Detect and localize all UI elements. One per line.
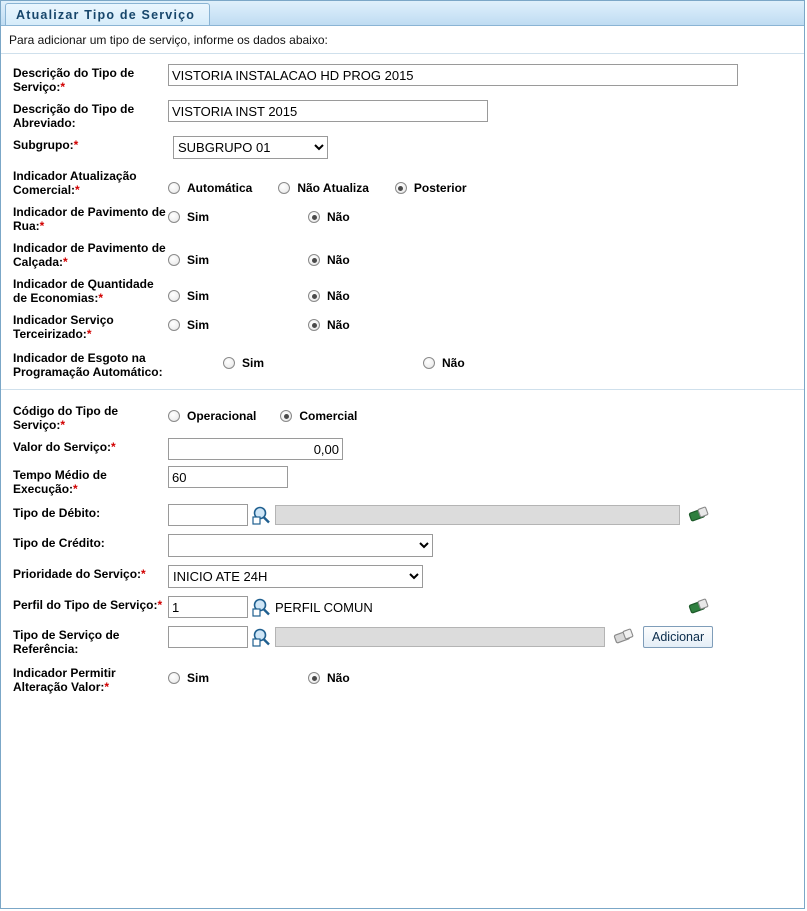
row-tipo-debito bbox=[1, 504, 804, 526]
label-pavimento-calcada: Indicador de Pavimento de Calçada:* bbox=[13, 241, 166, 269]
perfil-description: PERFIL COMUN bbox=[275, 599, 373, 615]
required-marker: * bbox=[39, 219, 45, 233]
radio-esgoto-nao[interactable]: Não bbox=[423, 356, 465, 370]
radio-pavimento-rua-sim[interactable]: Sim bbox=[168, 210, 308, 224]
tipo-debito-description bbox=[275, 505, 680, 525]
row-codigo-tipo-servico bbox=[1, 402, 804, 432]
radio-pavimento-rua-nao[interactable]: Não bbox=[308, 210, 350, 224]
required-marker: * bbox=[63, 255, 68, 269]
required-marker: * bbox=[73, 482, 78, 496]
label-quantidade-economias: Indicador de Quantidade de Economias:* bbox=[13, 277, 154, 305]
label-tipo-servico-referencia: Tipo de Serviço de Referência: bbox=[13, 628, 120, 656]
row-quantidade-economias bbox=[1, 275, 804, 305]
row-descricao-abreviada bbox=[1, 100, 804, 130]
row-valor-servico bbox=[1, 438, 804, 460]
row-descricao bbox=[1, 64, 804, 94]
required-marker: * bbox=[141, 567, 146, 581]
label-pavimento-rua: Indicador de Pavimento de Rua:* bbox=[13, 205, 166, 233]
search-icon[interactable] bbox=[251, 505, 273, 525]
pavimento-calcada-radios bbox=[168, 253, 372, 267]
eraser-icon[interactable] bbox=[611, 627, 637, 647]
radio-circle bbox=[168, 672, 180, 684]
label-codigo-tipo-servico: Código do Tipo de Serviço:* bbox=[13, 404, 119, 432]
label-prioridade: Prioridade do Serviço:* bbox=[13, 567, 146, 581]
radio-operacional[interactable]: Operacional bbox=[168, 409, 256, 423]
row-tipo-credito bbox=[1, 534, 804, 557]
radio-esgoto-sim[interactable]: Sim bbox=[223, 356, 423, 370]
row-subgrupo bbox=[1, 136, 804, 159]
search-icon[interactable] bbox=[251, 627, 273, 647]
radio-permitir-alteracao-nao[interactable]: Não bbox=[308, 671, 350, 685]
radio-servico-terceirizado-nao[interactable]: Não bbox=[308, 318, 350, 332]
radio-circle bbox=[168, 290, 180, 302]
row-esgoto-programacao bbox=[1, 349, 804, 379]
window-tab[interactable] bbox=[5, 3, 210, 25]
required-marker: * bbox=[60, 418, 66, 432]
row-tempo-medio bbox=[1, 466, 804, 496]
radio-circle bbox=[423, 357, 435, 369]
required-marker: * bbox=[75, 183, 80, 197]
tempo-medio-input[interactable] bbox=[168, 466, 288, 488]
label-tipo-debito: Tipo de Débito: bbox=[13, 506, 101, 520]
service-type-form bbox=[1, 54, 804, 694]
atualizacao-comercial-radios bbox=[168, 181, 489, 195]
radio-nao-atualiza[interactable]: Não Atualiza bbox=[278, 181, 369, 195]
row-atualizacao-comercial bbox=[1, 167, 804, 197]
radio-circle bbox=[168, 254, 180, 266]
page-title: Atualizar Tipo de Serviço bbox=[16, 7, 196, 22]
label-tempo-medio: Tempo Médio de Execução:* bbox=[13, 468, 107, 496]
radio-circle bbox=[168, 182, 180, 194]
eraser-icon[interactable] bbox=[686, 597, 712, 617]
row-prioridade bbox=[1, 565, 804, 588]
window-titlebar bbox=[1, 1, 804, 26]
prioridade-select[interactable] bbox=[168, 565, 423, 588]
label-servico-terceirizado: Indicador Serviço Terceirizado:* bbox=[13, 313, 114, 341]
radio-pavimento-calcada-nao[interactable]: Não bbox=[308, 253, 350, 267]
section-divider bbox=[1, 389, 804, 390]
row-pavimento-rua bbox=[1, 203, 804, 233]
search-icon[interactable] bbox=[251, 597, 273, 617]
esgoto-programacao-radios bbox=[223, 356, 487, 370]
radio-circle bbox=[395, 182, 407, 194]
form-instruction: Para adicionar um tipo de serviço, informe os dados abaixo: bbox=[1, 26, 804, 54]
valor-servico-input[interactable] bbox=[168, 438, 343, 460]
radio-circle bbox=[308, 290, 320, 302]
servico-terceirizado-radios bbox=[168, 318, 372, 332]
tipo-credito-select[interactable] bbox=[168, 534, 433, 557]
radio-permitir-alteracao-sim[interactable]: Sim bbox=[168, 671, 308, 685]
required-marker: * bbox=[60, 80, 66, 94]
required-marker: * bbox=[73, 138, 79, 152]
label-descricao: Descrição do Tipo de Serviço:* bbox=[13, 66, 135, 94]
radio-circle bbox=[168, 319, 180, 331]
required-marker: * bbox=[104, 680, 110, 694]
radio-circle bbox=[308, 319, 320, 331]
perfil-input[interactable] bbox=[168, 596, 248, 618]
radio-pavimento-calcada-sim[interactable]: Sim bbox=[168, 253, 308, 267]
codigo-tipo-servico-radios bbox=[168, 409, 379, 423]
required-marker: * bbox=[157, 598, 163, 612]
label-permitir-alteracao-valor: Indicador Permitir Alteração Valor:* bbox=[13, 666, 116, 694]
radio-quantidade-economias-sim[interactable]: Sim bbox=[168, 289, 308, 303]
required-marker: * bbox=[111, 440, 116, 454]
row-permitir-alteracao-valor bbox=[1, 664, 804, 694]
radio-posterior[interactable]: Posterior bbox=[395, 181, 467, 195]
label-atualizacao-comercial: Indicador Atualização Comercial:* bbox=[13, 169, 137, 197]
radio-servico-terceirizado-sim[interactable]: Sim bbox=[168, 318, 308, 332]
row-pavimento-calcada bbox=[1, 239, 804, 269]
descricao-abreviada-input[interactable] bbox=[168, 100, 488, 122]
radio-circle bbox=[280, 410, 292, 422]
quantidade-economias-radios bbox=[168, 289, 372, 303]
row-perfil bbox=[1, 596, 804, 618]
label-valor-servico: Valor do Serviço:* bbox=[13, 440, 116, 454]
subgrupo-select[interactable] bbox=[173, 136, 328, 159]
required-marker: * bbox=[86, 327, 92, 341]
radio-automatica[interactable]: Automática bbox=[168, 181, 252, 195]
tipo-debito-input[interactable] bbox=[168, 504, 248, 526]
radio-circle bbox=[168, 410, 180, 422]
row-servico-terceirizado bbox=[1, 311, 804, 341]
label-descricao-abreviada: Descrição do Tipo de Abreviado: bbox=[13, 102, 135, 130]
label-esgoto-programacao: Indicador de Esgoto na Programação Automático: bbox=[13, 351, 163, 379]
tipo-servico-referencia-description bbox=[275, 627, 605, 647]
descricao-input[interactable] bbox=[168, 64, 738, 86]
radio-circle bbox=[308, 672, 320, 684]
label-perfil: Perfil do Tipo de Serviço:* bbox=[13, 598, 163, 612]
radio-circle bbox=[168, 211, 180, 223]
adicionar-button[interactable]: Adicionar bbox=[643, 626, 713, 648]
label-subgrupo: Subgrupo:* bbox=[13, 138, 79, 152]
radio-circle bbox=[278, 182, 290, 194]
radio-quantidade-economias-nao[interactable]: Não bbox=[308, 289, 350, 303]
radio-circle bbox=[223, 357, 235, 369]
row-tipo-servico-referencia bbox=[1, 626, 804, 656]
radio-circle bbox=[308, 211, 320, 223]
permitir-alteracao-valor-radios bbox=[168, 671, 372, 685]
tipo-servico-referencia-input[interactable] bbox=[168, 626, 248, 648]
pavimento-rua-radios bbox=[168, 210, 372, 224]
eraser-icon[interactable] bbox=[686, 505, 712, 525]
radio-circle bbox=[308, 254, 320, 266]
radio-comercial[interactable]: Comercial bbox=[280, 409, 357, 423]
required-marker: * bbox=[98, 291, 104, 305]
label-tipo-credito: Tipo de Crédito: bbox=[13, 536, 105, 550]
